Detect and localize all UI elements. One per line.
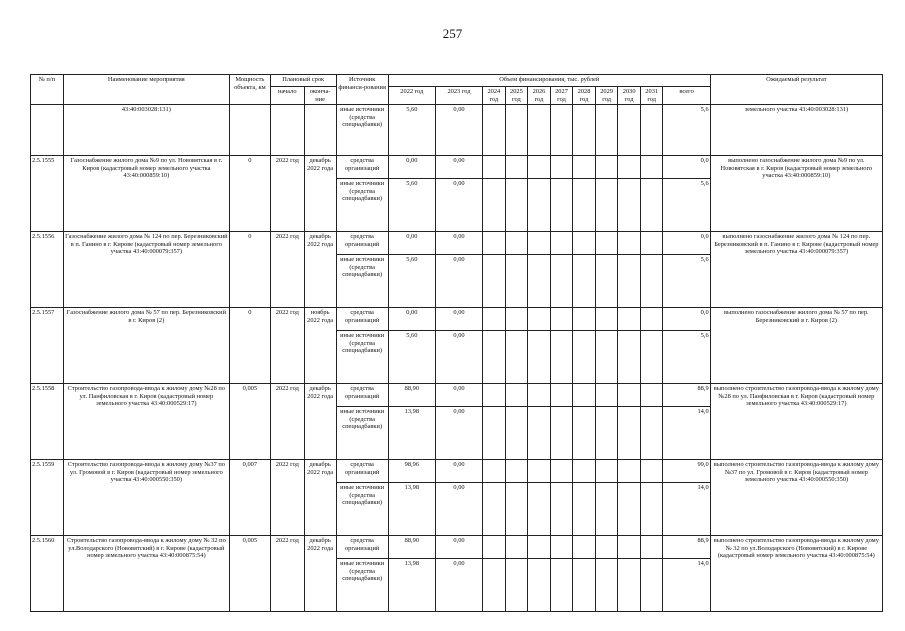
table-row xyxy=(31,460,883,483)
cell-total: 14,0 xyxy=(663,407,710,460)
cell-name: Строительство газопровода-ввода к жилому дому №37 по ул. Громовой в г. Киров (кадастровый номер земельного участка 43:40:000550:350) xyxy=(63,460,229,536)
cell-result: выполнено газоснабжение жилого дома № 124 по пер. Березниковский в п. Ганино в г. Кирове (кадастровый номер земельного участка 43:40:000079:357) xyxy=(710,232,882,308)
cell-2023: 0,00 xyxy=(435,407,482,460)
cell-source: средства организаций xyxy=(336,308,388,331)
col-source-header: Источник финанси-рования xyxy=(336,75,388,105)
cell-2022: 5,60 xyxy=(388,105,435,156)
cell-source: иные источники (средства спецнадбавки) xyxy=(336,407,388,460)
cell-start: 2022 год xyxy=(270,232,304,308)
cell-total: 5,6 xyxy=(663,331,710,384)
cell-capacity: 0,005 xyxy=(229,536,270,612)
col-term-header: Плановый срок xyxy=(270,75,336,87)
cell-result: выполнено газоснабжение жилого дома № 57 по пер. Березниковский в г. Киров (2) xyxy=(710,308,882,384)
cell-source: средства организаций xyxy=(336,156,388,179)
cell-total: 14,0 xyxy=(663,483,710,536)
cell-name: Газоснабжение жилого дома №9 по ул. Нововятская в г. Киров (кадастровый номер земельного участка 43:40:000859:10) xyxy=(63,156,229,232)
cell-capacity: 0,007 xyxy=(229,460,270,536)
cell-2023: 0,00 xyxy=(435,308,482,331)
cell-name: Газоснабжение жилого дома № 57 по пер. Березниковский в г. Киров (2) xyxy=(63,308,229,384)
cell-name: Газоснабжение жилого дома № 124 по пер. Березниковский в п. Ганино в г. Кирове (кадастровый номер земельного участка 43:40:000079:357) xyxy=(63,232,229,308)
col-year-header: 2025 год xyxy=(505,87,528,105)
col-num-header: № п/п xyxy=(31,75,64,105)
col-volume-header: Объем финансирования, тыс. рублей xyxy=(388,75,710,87)
cell-num: 2.5.1560 xyxy=(31,536,64,612)
cell-start: 2022 год xyxy=(270,384,304,460)
cell-name: Строительство газопровода-ввода к жилому дому №28 по ул. Панфиловская в г. Киров (кадастровый номер земельного участка 43:40:000529:17) xyxy=(63,384,229,460)
cell-end: декабрь 2022 года xyxy=(304,460,336,536)
cell-name: 43:40:003028:131) xyxy=(63,105,229,156)
cell-total: 0,0 xyxy=(663,232,710,255)
cell-2023: 0,00 xyxy=(435,460,482,483)
cell-result: выполнено строительство газопровода-ввода к жилому дому № 32 по ул.Володарского (Нововятский) в г. Кирове (кадастровый номер земельного участка 43:40:000875:54) xyxy=(710,536,882,612)
cell-total: 5,6 xyxy=(663,255,710,308)
col-year-header: 2030 год xyxy=(618,87,641,105)
cell-2022: 98,96 xyxy=(388,460,435,483)
cell-2022: 5,60 xyxy=(388,255,435,308)
cell-start: 2022 год xyxy=(270,156,304,232)
cell-2023: 0,00 xyxy=(435,536,482,559)
col-year-header: 2023 год xyxy=(435,87,482,105)
cell-source: иные источники (средства спецнадбавки) xyxy=(336,105,388,156)
cell-num: 2.5.1557 xyxy=(31,308,64,384)
cell-2023: 0,00 xyxy=(435,331,482,384)
table-row xyxy=(31,536,883,559)
page-number: 257 xyxy=(442,26,463,41)
col-end-header: оконча-ние xyxy=(304,87,336,105)
col-name-header: Наименование мероприятия xyxy=(63,75,229,105)
table-row xyxy=(31,308,883,331)
cell-2022: 5,60 xyxy=(388,179,435,232)
cell-2023: 0,00 xyxy=(435,156,482,179)
cell-capacity: 0 xyxy=(229,156,270,232)
cell-source: иные источники (средства спецнадбавки) xyxy=(336,483,388,536)
cell-num: 2.5.1556 xyxy=(31,232,64,308)
col-result-header: Ожидаемый результат xyxy=(710,75,882,105)
cell-result: выполнено строительство газопровода-ввода к жилому дому №37 по ул. Громовой в г. Киров (кадастровый номер земельного участка 43:40:000550:350) xyxy=(710,460,882,536)
col-year-header: 2029 год xyxy=(595,87,618,105)
table-row xyxy=(31,384,883,407)
cell-2023: 0,00 xyxy=(435,179,482,232)
cell-source: иные источники (средства спецнадбавки) xyxy=(336,255,388,308)
cell-2022: 13,98 xyxy=(388,407,435,460)
cell-capacity: 0 xyxy=(229,232,270,308)
cell-2022: 0,00 xyxy=(388,308,435,331)
cell-2023: 0,00 xyxy=(435,255,482,308)
cell-end: ноябрь 2022 года xyxy=(304,308,336,384)
cell-total: 88,9 xyxy=(663,384,710,407)
cell-total: 99,0 xyxy=(663,460,710,483)
cell-num: 2.5.1555 xyxy=(31,156,64,232)
table-row xyxy=(31,156,883,179)
cell-total: 88,9 xyxy=(663,536,710,559)
col-year-header: 2022 год xyxy=(388,87,435,105)
cell-2023: 0,00 xyxy=(435,483,482,536)
col-start-header: начало xyxy=(270,87,304,105)
cell-source: средства организаций xyxy=(336,536,388,559)
cell-source: иные источники (средства спецнадбавки) xyxy=(336,559,388,612)
cell-source: иные источники (средства спецнадбавки) xyxy=(336,331,388,384)
cell-result: выполнено газоснабжение жилого дома №9 по ул. Нововятская в г. Киров (кадастровый номер земельного участка 43:40:000859:10) xyxy=(710,156,882,232)
cell-end: декабрь 2022 года xyxy=(304,384,336,460)
cell-2022: 0,00 xyxy=(388,156,435,179)
col-year-header: 2031 год xyxy=(640,87,663,105)
table-row xyxy=(31,105,883,156)
cell-start: 2022 год xyxy=(270,460,304,536)
col-year-header: 2027 год xyxy=(550,87,573,105)
col-capacity-header: Мощность объекта, км xyxy=(229,75,270,105)
col-year-header: 2028 год xyxy=(573,87,596,105)
cell-result: земельного участка 43:40:003028:131) xyxy=(710,105,882,156)
cell-start: 2022 год xyxy=(270,536,304,612)
cell-end: декабрь 2022 года xyxy=(304,232,336,308)
cell-source: иные источники (средства спецнадбавки) xyxy=(336,179,388,232)
cell-2023: 0,00 xyxy=(435,559,482,612)
col-total-header: всего xyxy=(663,87,710,105)
cell-source: средства организаций xyxy=(336,232,388,255)
cell-end: декабрь 2022 года xyxy=(304,156,336,232)
cell-source: средства организаций xyxy=(336,384,388,407)
cell-num: 2.5.1558 xyxy=(31,384,64,460)
cell-end: декабрь 2022 года xyxy=(304,536,336,612)
cell-total: 5,6 xyxy=(663,105,710,156)
cell-2022: 13,98 xyxy=(388,483,435,536)
cell-2023: 0,00 xyxy=(435,232,482,255)
cell-2022: 88,90 xyxy=(388,536,435,559)
col-year-header: 2026 год xyxy=(528,87,551,105)
table-row xyxy=(31,232,883,255)
cell-2023: 0,00 xyxy=(435,105,482,156)
cell-capacity: 0 xyxy=(229,308,270,384)
cell-capacity: 0,005 xyxy=(229,384,270,460)
cell-2023: 0,00 xyxy=(435,384,482,407)
cell-2022: 0,00 xyxy=(388,232,435,255)
cell-result: выполнено строительство газопровода-ввода к жилому дому №28 по ул. Панфиловская в г. Киров (кадастровый номер земельного участка 43:40:000529:17) xyxy=(710,384,882,460)
financing-table xyxy=(30,74,883,612)
cell-total: 14,0 xyxy=(663,559,710,612)
cell-num: 2.5.1559 xyxy=(31,460,64,536)
col-year-header: 2024 год xyxy=(483,87,506,105)
cell-total: 0,0 xyxy=(663,308,710,331)
cell-total: 5,6 xyxy=(663,179,710,232)
cell-2022: 5,60 xyxy=(388,331,435,384)
cell-total: 0,0 xyxy=(663,156,710,179)
cell-source: средства организаций xyxy=(336,460,388,483)
cell-start: 2022 год xyxy=(270,308,304,384)
cell-name: Строительство газопровода-ввода к жилому дому № 32 по ул.Володарского (Нововятский) в г. Кирове (кадастровый номер земельного участка 43:40:000875:54) xyxy=(63,536,229,612)
cell-2022: 13,98 xyxy=(388,559,435,612)
cell-2022: 88,90 xyxy=(388,384,435,407)
